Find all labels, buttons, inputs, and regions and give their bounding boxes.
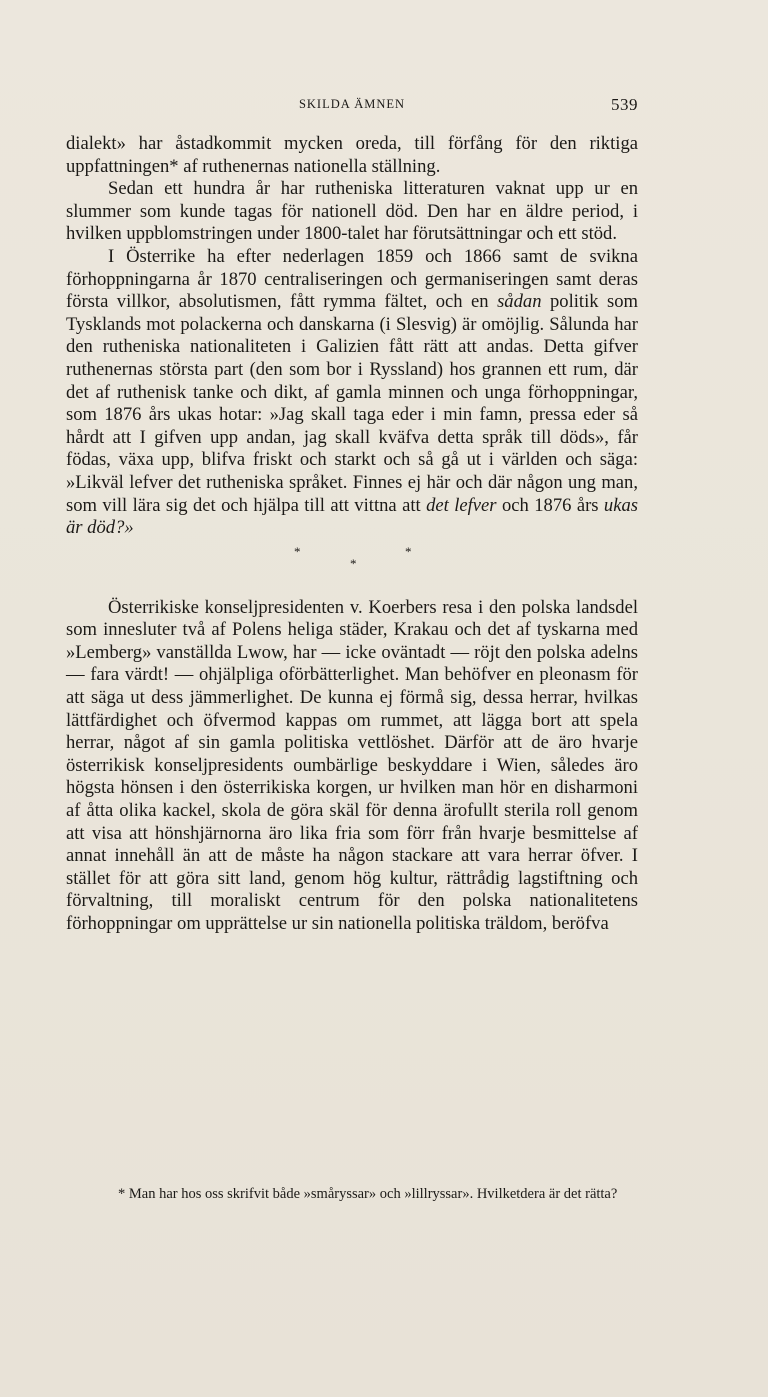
asterisk-1: * [294, 543, 301, 559]
footnote-text: * Man har hos oss skrifvit både »småryssar» och »lillryssar». Hvilketdera är det rätta? [118, 1186, 618, 1202]
paragraph-austria-part-e: och 1876 års [496, 494, 604, 516]
running-head [66, 95, 638, 115]
section-break-asterism [66, 543, 638, 595]
paragraph-koerber: Österrikiske konseljpresidenten v. Koerbers resa i den polska landsdel som innesluter två af Polens heliga städer, Krakau och det af tyskarna med »Lemberg» vanställda Lwow, har — icke oväntadt — röjt den polska adelns — fara värdt! — ohjälpliga oförbätterlighet. Man behöfver en pleonasm för att säga ut dess jämmerlighet. De kunna ej förmå sig, dessa herrar, hvilkas lättfärdighet och öfvermod kappas om rummet, att lägga bort att spela herrar, något af sin gamla politiska vettlöshet. Därför att de äro hvarje österrikisk konseljpresidents oumbärlige beskyddare i Wien, således äro högsta hönsen i den österrikiska korgen, ur hvilken man hör en disharmoni af åtta olika kackel, skola de göra skäl för denna ärofullt sterila roll genom att visa att hönshjärnorna äro lika fria som förr från hvarje besmittelse af annat innehåll än att de måste ha någon stackare att vara herrar öfver. I stället för att göra sitt land, genom hög kultur, rättrådig lagstiftning och förvaltning, till moraliskt centrum för den polska nationalitetens förhoppningar om upprättelse ur sin nationella politiska träldom, beröfva [66, 596, 638, 934]
body-text [66, 133, 638, 936]
paragraph-austria [66, 246, 638, 540]
page-number: 539 [611, 95, 638, 114]
italic-det-lefver: det lefver [426, 494, 497, 516]
paragraph-literature: Sedan ett hundra år har rutheniska litteraturen vaknat upp ur en slummer som kunde tagas för nationell död. Den har en äldre period, i hvilken uppblomstringen under 1800-talet har förutsättningar och ett stöd. [66, 178, 638, 245]
asterisk-3: * [405, 543, 412, 559]
paragraph-austria-part-a: I Österrike ha efter nederlagen 1859 och 1866 samt de svikna förhoppningarna år 1870 centraliseringen och germaniseringen samt deras första villkor, absolutismen, fått rymma fältet, och en [66, 245, 638, 313]
paragraph-continuation: dialekt» har åstadkommit mycken oreda, till förfång för den riktiga uppfattningen* af ruthenernas nationella ställning. [66, 133, 638, 177]
italic-ukas-ar-dod: ukas är död?» [66, 494, 639, 539]
running-title: SKILDA ÄMNEN [298, 97, 406, 111]
footnote [66, 1185, 638, 1205]
asterisk-2: * [350, 555, 357, 571]
italic-sadan: sådan [497, 291, 542, 313]
paragraph-austria-part-c: politik som Tysklands mot polackerna och danskarna (i Slesvig) är omöjlig. Sålunda har den rutheniska nationaliteten i Galizien fått rätt att andas. Detta gifver ruthenernas största part (den som bor i Ryssland) hos grannen ett rum, där det af ruthenisk tanke och dikt, af gamla minnen och unga förhoppningar, som 1876 års ukas hotar: »Jag skall taga eder i min famn, pressa eder så hårdt att I gifven upp andan, jag skall kväfva detta språk till döds», får födas, växa upp, blifva friskt och starkt och så gå ut i världen och säga: »Likväl lefver det rutheniska språket. Finnes ej här och där någon ung man, som vill lära sig det och hjälpa till att vittna att [66, 291, 638, 516]
